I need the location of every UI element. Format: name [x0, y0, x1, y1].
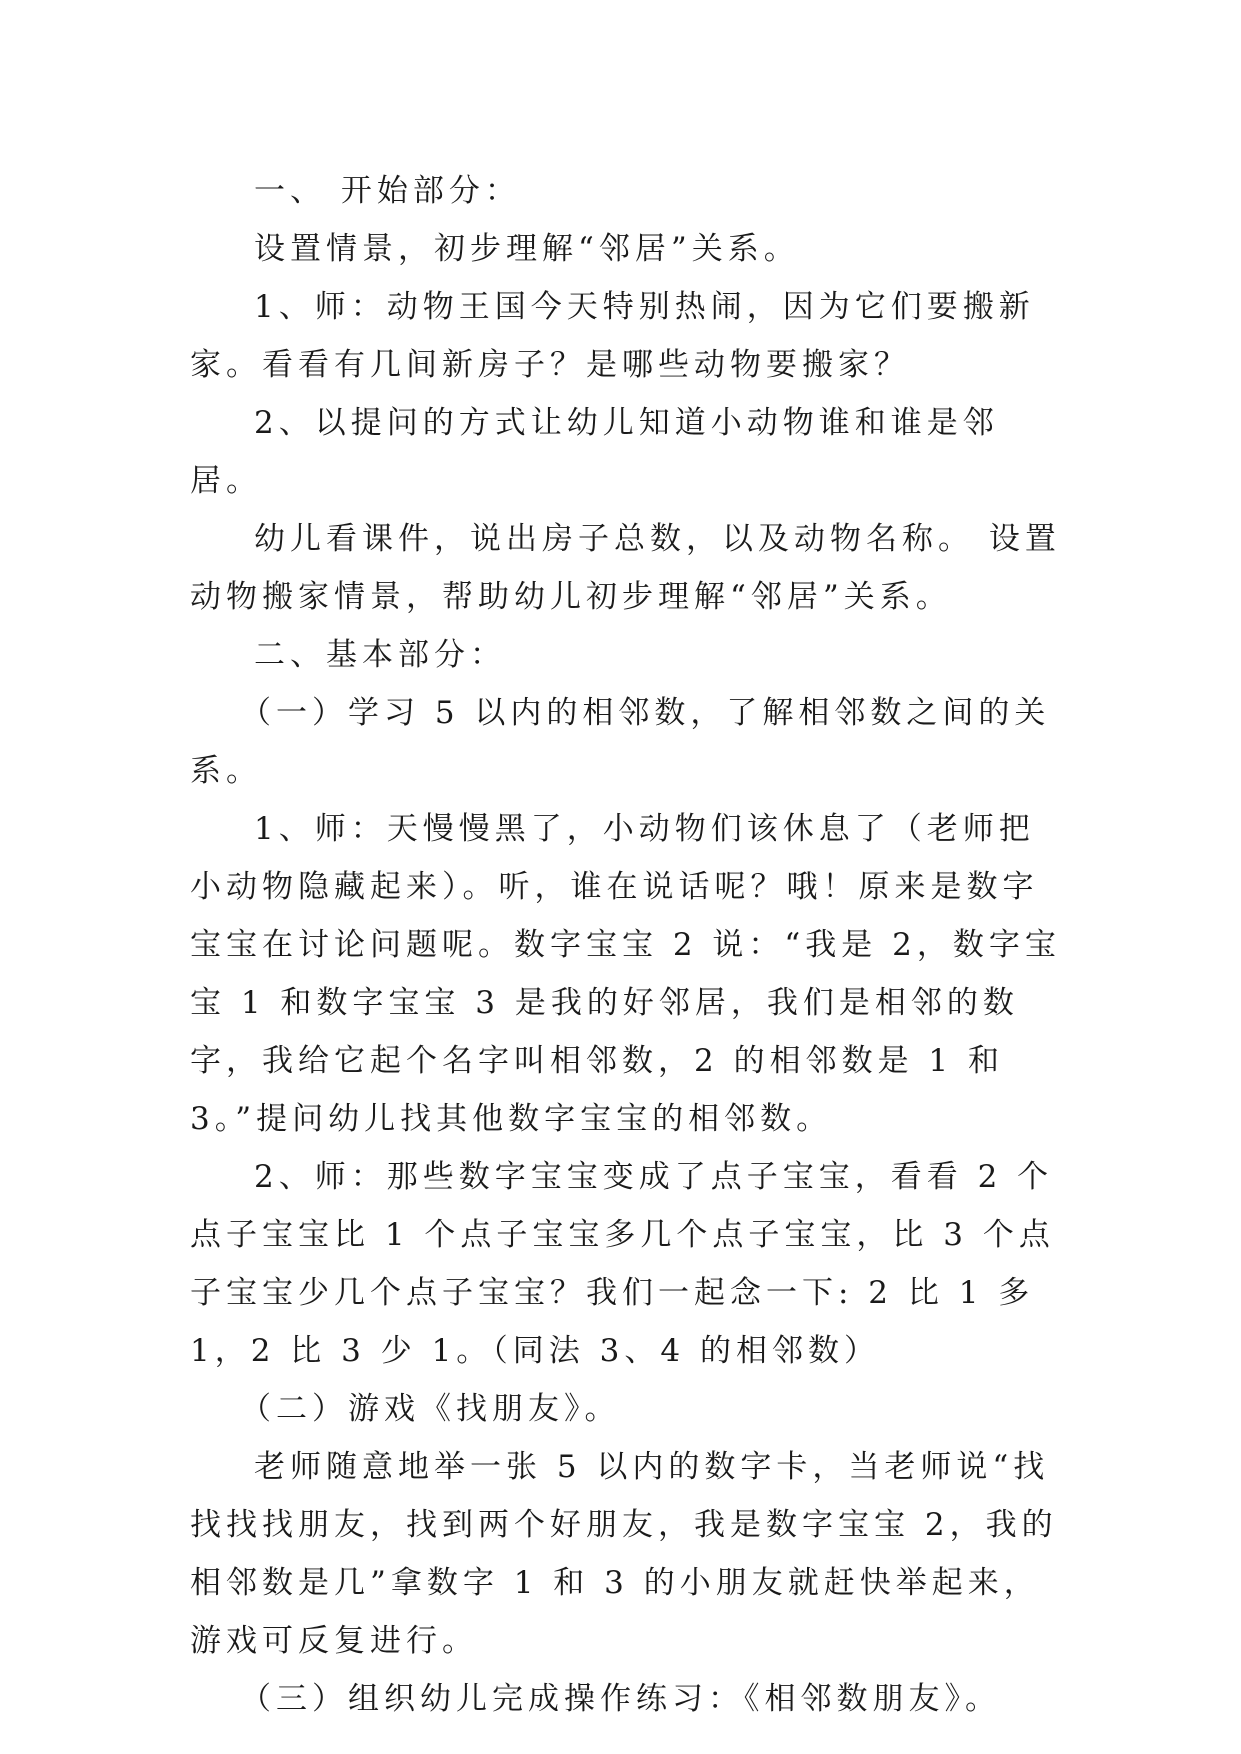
- paragraph: 2、师：那些数字宝宝变成了点子宝宝，看看 2 个点子宝宝比 1 个点子宝宝多几个点子宝宝，比 3 个点子宝宝少几个点子宝宝？我们一起念一下: 2 比 1 多 1，2 比 3 少 1。（同法 3、4 的相邻数）: [190, 1159, 1055, 1369]
- paragraph: 1、师：动物王国今天特别热闹，因为它们要搬新家。看看有几间新房子？是哪些动物要搬家？: [190, 289, 1035, 383]
- subsection-heading: （二）游戏《找朋友》。: [240, 1391, 621, 1427]
- section-heading-start: 一、 开始部分：: [254, 173, 521, 209]
- paragraph: 1、师：天慢慢黑了，小动物们该休息了（老师把小动物隐藏起来）。听，谁在说话呢？哦！原来是数字宝宝在讨论问题呢。数字宝宝 2 说：“我是 2，数字宝宝 1 和数字宝宝 3 是我的好邻居，我们是相邻的数字，我给它起个名字叫相邻数，2 的相邻数是 1 和 3。”提问幼儿找其他数字宝宝的相邻数。: [190, 811, 1061, 1137]
- subsection-heading: （一）学习 5 以内的相邻数，了解相邻数之间的关系。: [190, 695, 1051, 789]
- paragraph: 幼儿看课件，说出房子总数，以及动物名称。 设置动物搬家情景，帮助幼儿初步理解“邻居”关系。: [190, 521, 1061, 615]
- paragraph: 设置情景，初步理解“邻居”关系。: [254, 231, 800, 267]
- paragraph: 老师随意地举一张 5 以内的数字卡，当老师说“找找找找朋友，找到两个好朋友，我是数字宝宝 2，我的相邻数是几”拿数字 1 和 3 的小朋友就赶快举起来，游戏可反复进行。: [190, 1449, 1058, 1659]
- document-body: [190, 162, 1070, 1728]
- paragraph: 2、以提问的方式让幼儿知道小动物谁和谁是邻居。: [190, 405, 999, 499]
- section-heading-basic: 二、基本部分：: [254, 637, 506, 673]
- subsection-heading: （三）组织幼儿完成操作练习：《相邻数朋友》。: [240, 1681, 1001, 1717]
